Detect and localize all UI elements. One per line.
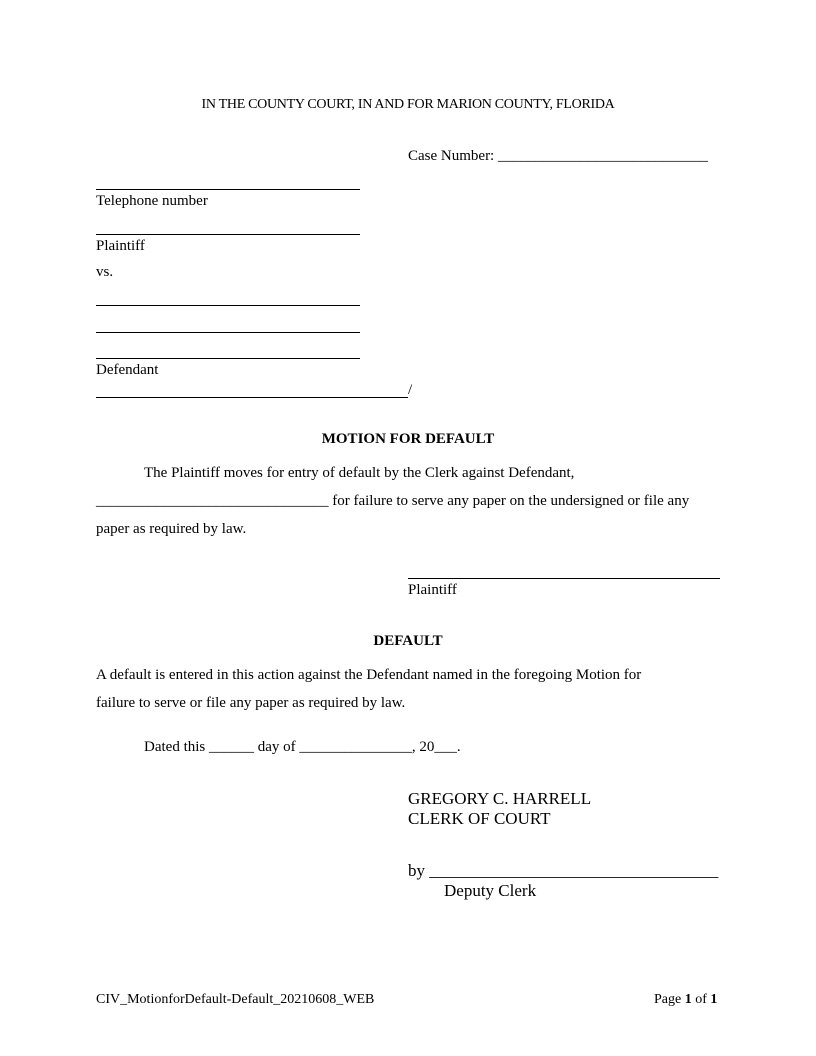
default-title: DEFAULT [373,633,443,649]
deputy-signature-field[interactable]: __________________________________ [429,861,719,880]
by-label: by [408,861,425,880]
case-number-row [408,148,708,165]
motion-title: MOTION FOR DEFAULT [321,431,495,447]
case-number-label: Case Number: [408,148,495,164]
clerk-name: GREGORY C. HARRELL [408,789,592,808]
defendant-name-field[interactable]: _______________________________ [96,493,329,509]
defendant-label: Defendant [96,362,159,378]
telephone-line[interactable] [96,189,360,190]
plaintiff-signature-label: Plaintiff [408,582,457,598]
clerk-title: CLERK OF COURT [408,809,551,828]
page-total: 1 [710,992,718,1007]
telephone-label: Telephone number [96,193,208,209]
page-word: Page [654,992,682,1007]
defendant-line-2[interactable] [96,332,360,333]
plaintiff-signature-line[interactable] [408,578,720,579]
page-current: 1 [684,992,692,1007]
default-line-2: failure to serve or file any paper as required by law. [96,695,406,711]
case-number-field[interactable]: ____________________________ [497,148,708,164]
motion-line-3: paper as required by law. [96,521,247,537]
motion-line-2-text: for failure to serve any paper on the undersigned or file any [332,493,690,509]
deputy-clerk-label: Deputy Clerk [444,881,537,900]
motion-line-1: The Plaintiff moves for entry of default by the Clerk against Defendant, [144,465,575,481]
page-of: of [695,992,707,1007]
defendant-line-3[interactable] [96,358,360,359]
footer-page-number [654,992,717,1008]
defendant-line-1[interactable] [96,305,360,306]
caption-end-line [96,397,408,398]
dated-line[interactable]: Dated this ______ day of _______________, 20___. [144,739,461,755]
plaintiff-label: Plaintiff [96,238,145,254]
by-row [408,861,718,881]
default-line-1: A default is entered in this action against the Defendant named in the foregoing Motion for [96,667,642,683]
motion-line-2 [96,493,689,510]
plaintiff-line[interactable] [96,234,360,235]
footer-doc-id: CIV_MotionforDefault-Default_20210608_WEB [96,992,375,1007]
versus-label: vs. [96,264,114,280]
caption-slash: / [408,382,413,398]
court-header: IN THE COUNTY COURT, IN AND FOR MARION COUNTY, FLORIDA [201,97,615,112]
